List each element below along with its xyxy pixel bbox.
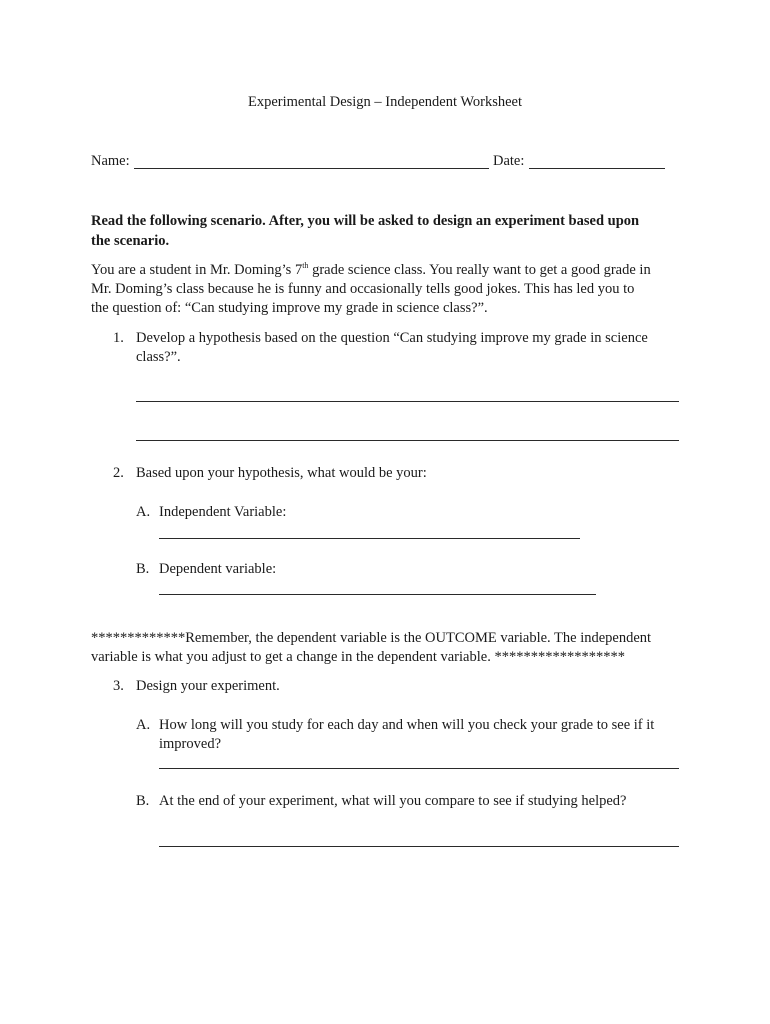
q2-text: Based upon your hypothesis, what would be your: [136,465,427,481]
date-label: Date: [493,153,525,169]
q1-answer-line-2[interactable] [136,440,679,441]
q3b-letter: B. [136,793,150,809]
q3a-text-line-1: How long will you study for each day and when will you check your grade to see if it [159,717,655,733]
q3b-answer-line[interactable] [159,846,679,847]
instructions-line-2: the scenario. [91,233,170,249]
q3a-text-line-2: improved? [159,736,222,752]
q3-number: 3. [113,678,124,694]
q2a-letter: A. [136,504,151,520]
q3a-answer-line[interactable] [159,768,679,769]
q2a-text: Independent Variable: [159,504,287,520]
q2-number: 2. [113,465,124,481]
scenario-line-1: You are a student in Mr. Doming’s 7th grade science class. You really want to get a good grade in [91,261,651,278]
name-label: Name: [91,153,130,169]
q3-text: Design your experiment. [136,678,280,694]
date-field[interactable] [529,168,665,169]
q3b-text: At the end of your experiment, what will you compare to see if studying helped? [159,793,627,809]
reminder-line-1: *************Remember, the dependent variable is the OUTCOME variable. The independent [91,630,652,646]
dependent-variable-field[interactable] [159,594,596,595]
q1-text-line-2: class?”. [136,349,181,365]
scenario-line-2: Mr. Doming’s class because he is funny and occasionally tells good jokes. This has led you to [91,281,635,297]
q2b-letter: B. [136,561,150,577]
name-field[interactable] [134,168,489,169]
independent-variable-field[interactable] [159,538,580,539]
page-title: Experimental Design – Independent Worksheet [248,94,522,110]
scenario-line-3: the question of: “Can studying improve my grade in science class?”. [91,300,488,316]
reminder-line-2: variable is what you adjust to get a change in the dependent variable. ****************** [91,649,625,665]
q1-answer-line-1[interactable] [136,401,679,402]
q1-text-line-1: Develop a hypothesis based on the question “Can studying improve my grade in science [136,330,648,346]
q2b-text: Dependent variable: [159,561,277,577]
instructions-line-1: Read the following scenario. After, you will be asked to design an experiment based upon [91,213,640,229]
q1-number: 1. [113,330,124,346]
q3a-letter: A. [136,717,151,733]
